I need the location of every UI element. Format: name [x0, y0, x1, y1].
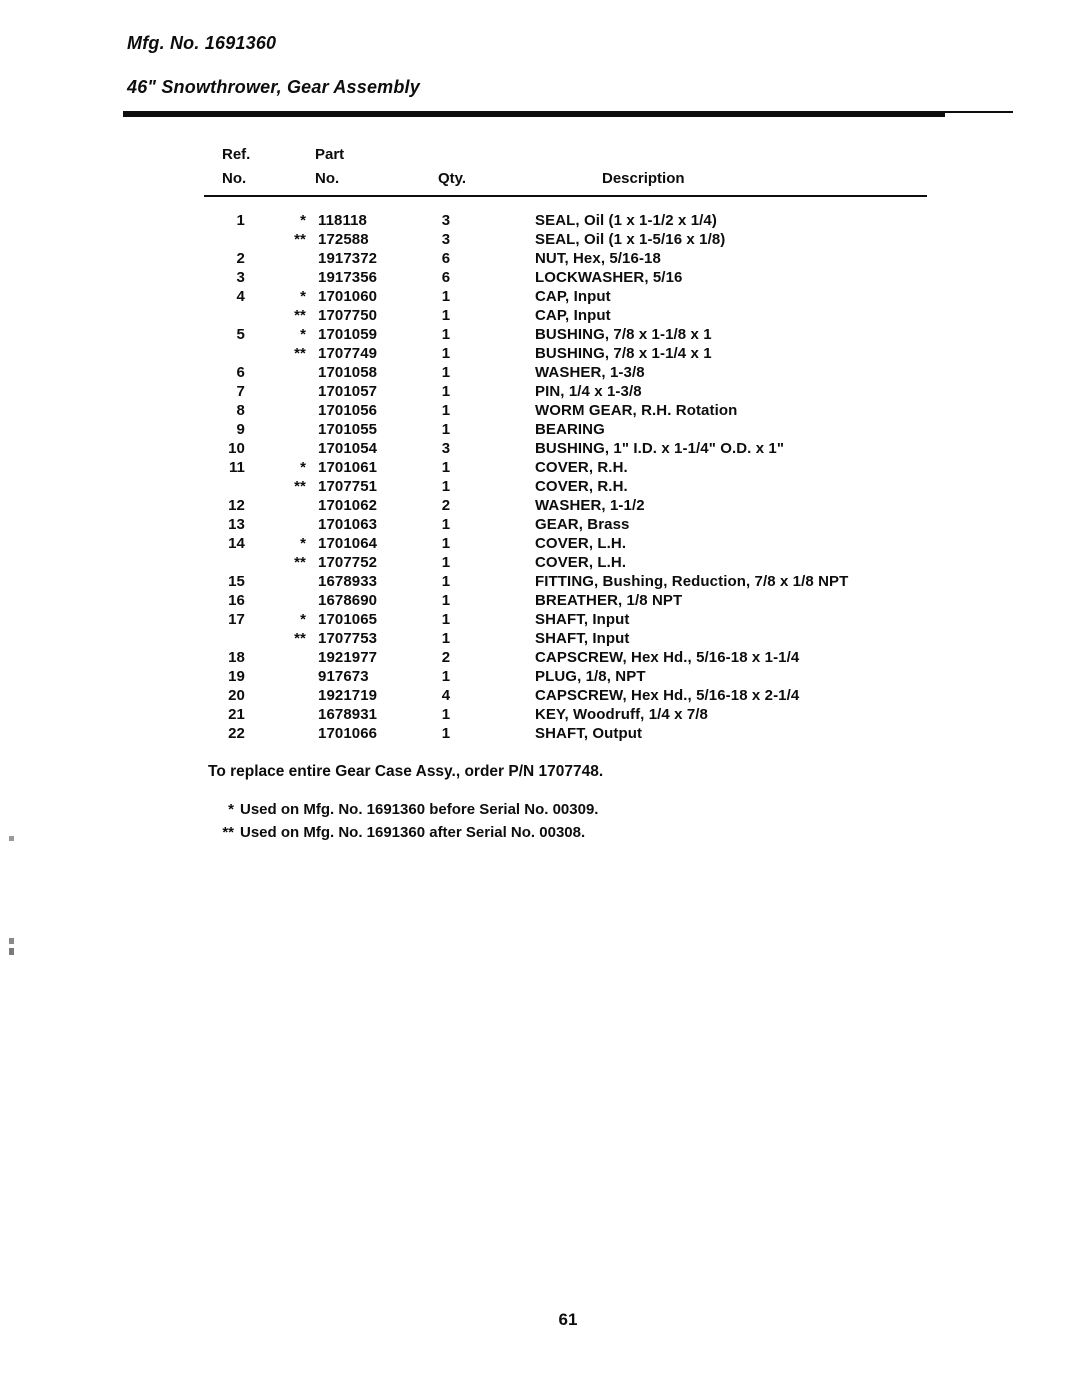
description-cell: COVER, R.H.: [535, 478, 628, 495]
ref-no-cell: 13: [228, 516, 245, 533]
description-cell: FITTING, Bushing, Reduction, 7/8 x 1/8 NPT: [535, 573, 849, 590]
qty-cell: 1: [441, 611, 451, 628]
qty-cell: 6: [441, 269, 451, 286]
part-no-cell: 1707752: [318, 554, 378, 571]
part-no-cell: 1701064: [318, 535, 378, 552]
footnote-marker-cell: *: [300, 288, 306, 305]
description-cell: BREATHER, 1/8 NPT: [535, 592, 683, 609]
footnote-marker-cell: [248, 591, 310, 610]
scan-artifact: [9, 948, 14, 955]
ref-no-cell: 19: [228, 668, 245, 685]
footnotes: [204, 798, 598, 844]
description-cell: BUSHING, 7/8 x 1-1/8 x 1: [535, 326, 712, 343]
description-cell: NUT, Hex, 5/16-18: [535, 250, 661, 267]
qty-cell: 1: [441, 592, 451, 609]
table-row: [204, 572, 944, 591]
description-cell: SEAL, Oil (1 x 1-5/16 x 1/8): [535, 231, 726, 248]
ref-no-cell: 17: [228, 611, 245, 628]
page-number: 61: [558, 1310, 578, 1329]
footnote-marker-cell: *: [300, 326, 306, 343]
table-row: [204, 249, 944, 268]
part-no-cell: 1678690: [318, 592, 378, 609]
ref-no-cell: 8: [236, 402, 245, 419]
table-row: [204, 667, 944, 686]
ref-no-cell: [204, 553, 248, 572]
ref-no-cell: 10: [228, 440, 245, 457]
qty-cell: 1: [441, 725, 451, 742]
table-row: [204, 268, 944, 287]
footnote-marker: **: [222, 824, 234, 841]
table-row: [204, 591, 944, 610]
footnote-marker-cell: [248, 705, 310, 724]
ref-no-cell: 14: [228, 535, 245, 552]
footnote-marker-cell: **: [294, 307, 306, 324]
qty-cell: 2: [441, 649, 451, 666]
ref-no-cell: 15: [228, 573, 245, 590]
part-no-cell: 1701056: [318, 402, 378, 419]
ref-no-cell: [204, 230, 248, 249]
table-row: [204, 629, 944, 648]
table-row: [204, 287, 944, 306]
qty-cell: 1: [441, 288, 451, 305]
table-row: [204, 344, 944, 363]
qty-cell: 1: [441, 573, 451, 590]
qty-cell: 1: [441, 383, 451, 400]
qty-cell: 1: [441, 554, 451, 571]
table-row: [204, 363, 944, 382]
footnote-marker-cell: [248, 439, 310, 458]
part-no-cell: 1701063: [318, 516, 378, 533]
table-row: [204, 382, 944, 401]
qty-cell: 4: [441, 687, 451, 704]
col-header-part-line1: Part: [315, 146, 345, 163]
description-cell: CAPSCREW, Hex Hd., 5/16-18 x 1-1/4: [535, 649, 800, 666]
part-no-cell: 1701059: [318, 326, 378, 343]
qty-cell: 1: [441, 402, 451, 419]
part-no-cell: 1701065: [318, 611, 378, 628]
description-cell: SHAFT, Input: [535, 630, 630, 647]
footnote-marker-cell: [248, 686, 310, 705]
table-row: [204, 306, 944, 325]
table-row: [204, 534, 944, 553]
ref-no-cell: 1: [236, 212, 245, 229]
part-no-cell: 1917372: [318, 250, 378, 267]
description-cell: WORM GEAR, R.H. Rotation: [535, 402, 738, 419]
replace-note: To replace entire Gear Case Assy., order P/N 1707748.: [208, 763, 604, 780]
ref-no-cell: 18: [228, 649, 245, 666]
mfg-number-heading: Mfg. No. 1691360: [127, 33, 277, 53]
part-no-cell: 1701060: [318, 288, 378, 305]
description-cell: SEAL, Oil (1 x 1-1/2 x 1/4): [535, 212, 717, 229]
description-cell: CAP, Input: [535, 307, 611, 324]
qty-cell: 1: [441, 364, 451, 381]
footnote-marker-cell: [248, 420, 310, 439]
description-cell: BUSHING, 1" I.D. x 1-1/4" O.D. x 1": [535, 440, 785, 457]
table-row: [204, 610, 944, 629]
description-cell: PIN, 1/4 x 1-3/8: [535, 383, 642, 400]
footnote-marker-cell: [248, 401, 310, 420]
parts-table: [204, 211, 944, 743]
qty-cell: 1: [441, 307, 451, 324]
description-cell: BUSHING, 7/8 x 1-1/4 x 1: [535, 345, 712, 362]
description-cell: SHAFT, Output: [535, 725, 643, 742]
part-no-cell: 1707749: [318, 345, 378, 362]
part-no-cell: 1701057: [318, 383, 378, 400]
footnote-text: Used on Mfg. No. 1691360 after Serial No. 00308.: [240, 824, 586, 841]
description-cell: COVER, R.H.: [535, 459, 628, 476]
col-header-part-line2: No.: [315, 170, 340, 187]
part-no-cell: 1701054: [318, 440, 378, 457]
ref-no-cell: 21: [228, 706, 245, 723]
description-cell: PLUG, 1/8, NPT: [535, 668, 646, 685]
footnote-marker-cell: *: [300, 212, 306, 229]
description-cell: WASHER, 1-1/2: [535, 497, 645, 514]
table-row: [204, 420, 944, 439]
table-row: [204, 211, 944, 230]
part-no-cell: 1921719: [318, 687, 378, 704]
table-row: [204, 496, 944, 515]
footnote-marker-cell: **: [294, 231, 306, 248]
ref-no-cell: 20: [228, 687, 245, 704]
description-cell: COVER, L.H.: [535, 535, 627, 552]
qty-cell: 1: [441, 326, 451, 343]
footnote-after: [204, 821, 598, 844]
description-cell: KEY, Woodruff, 1/4 x 7/8: [535, 706, 708, 723]
footnote-marker: *: [228, 801, 234, 818]
part-no-cell: 1701058: [318, 364, 378, 381]
part-no-cell: 118118: [318, 212, 367, 229]
table-row: [204, 515, 944, 534]
part-no-cell: 1917356: [318, 269, 378, 286]
header-rule: [123, 111, 945, 117]
ref-no-cell: [204, 629, 248, 648]
footnote-marker-cell: **: [294, 478, 306, 495]
qty-cell: 2: [441, 497, 451, 514]
footnote-marker-cell: [248, 724, 310, 743]
ref-no-cell: 4: [236, 288, 245, 305]
footnote-marker-cell: *: [300, 459, 306, 476]
footnote-marker-cell: **: [294, 630, 306, 647]
header-rule-extension: [945, 111, 1013, 113]
footnote-marker-cell: *: [300, 611, 306, 628]
table-row: [204, 325, 944, 344]
col-header-qty: Qty.: [438, 170, 467, 187]
part-no-cell: 1707751: [318, 478, 378, 495]
assembly-title: 46" Snowthrower, Gear Assembly: [127, 77, 420, 97]
ref-no-cell: 5: [236, 326, 245, 343]
table-row: [204, 553, 944, 572]
footnote-marker-cell: [248, 648, 310, 667]
ref-no-cell: 3: [236, 269, 245, 286]
ref-no-cell: 11: [228, 459, 245, 476]
qty-cell: 1: [441, 668, 451, 685]
description-cell: LOCKWASHER, 5/16: [535, 269, 683, 286]
footnote-marker-cell: [248, 249, 310, 268]
part-no-cell: 172588: [318, 231, 369, 248]
footnote-marker-cell: **: [294, 345, 306, 362]
ref-no-cell: 7: [236, 383, 245, 400]
qty-cell: 3: [441, 212, 451, 229]
qty-cell: 1: [441, 516, 451, 533]
part-no-cell: 1701055: [318, 421, 378, 438]
footnote-marker-cell: [248, 268, 310, 287]
part-no-cell: 1678931: [318, 706, 378, 723]
part-no-cell: 1921977: [318, 649, 378, 666]
ref-no-cell: 6: [236, 364, 245, 381]
footnote-marker-cell: [248, 667, 310, 686]
description-cell: WASHER, 1-3/8: [535, 364, 645, 381]
ref-no-cell: 12: [228, 497, 245, 514]
part-no-cell: 1701061: [318, 459, 378, 476]
qty-cell: 1: [441, 459, 451, 476]
table-row: [204, 230, 944, 249]
table-row: [204, 648, 944, 667]
ref-no-cell: [204, 477, 248, 496]
ref-no-cell: [204, 344, 248, 363]
part-no-cell: 1701062: [318, 497, 378, 514]
description-cell: SHAFT, Input: [535, 611, 630, 628]
part-no-cell: 1678933: [318, 573, 378, 590]
ref-no-cell: 16: [228, 592, 245, 609]
col-header-description: Description: [602, 170, 685, 187]
footnote-marker-cell: [248, 496, 310, 515]
description-cell: CAPSCREW, Hex Hd., 5/16-18 x 2-1/4: [535, 687, 800, 704]
part-no-cell: 917673: [318, 668, 369, 685]
qty-cell: 1: [441, 535, 451, 552]
table-row: [204, 401, 944, 420]
ref-no-cell: [204, 306, 248, 325]
description-cell: GEAR, Brass: [535, 516, 630, 533]
col-header-ref-line2: No.: [222, 170, 247, 187]
qty-cell: 3: [441, 440, 451, 457]
qty-cell: 1: [441, 478, 451, 495]
scan-artifact: [9, 836, 14, 841]
qty-cell: 1: [441, 421, 451, 438]
table-header-rule: [204, 195, 927, 197]
footnote-before: [204, 798, 598, 821]
description-cell: BEARING: [535, 421, 605, 438]
footnote-marker-cell: [248, 572, 310, 591]
footnote-marker-cell: [248, 382, 310, 401]
ref-no-cell: 2: [236, 250, 245, 267]
table-row: [204, 439, 944, 458]
part-no-cell: 1707753: [318, 630, 378, 647]
footnote-marker-cell: [248, 515, 310, 534]
ref-no-cell: 9: [236, 421, 245, 438]
table-row: [204, 458, 944, 477]
qty-cell: 1: [441, 630, 451, 647]
footnote-text: Used on Mfg. No. 1691360 before Serial No. 00309.: [240, 801, 599, 818]
table-row: [204, 477, 944, 496]
scan-artifact: [9, 938, 14, 944]
col-header-ref-line1: Ref.: [222, 146, 251, 163]
description-cell: COVER, L.H.: [535, 554, 627, 571]
footnote-marker-cell: **: [294, 554, 306, 571]
part-no-cell: 1707750: [318, 307, 378, 324]
ref-no-cell: 22: [228, 725, 245, 742]
table-row: [204, 724, 944, 743]
qty-cell: 3: [441, 231, 451, 248]
qty-cell: 1: [441, 706, 451, 723]
qty-cell: 6: [441, 250, 451, 267]
footnote-marker-cell: [248, 363, 310, 382]
footnote-marker-cell: *: [300, 535, 306, 552]
table-row: [204, 705, 944, 724]
qty-cell: 1: [441, 345, 451, 362]
table-row: [204, 686, 944, 705]
description-cell: CAP, Input: [535, 288, 611, 305]
part-no-cell: 1701066: [318, 725, 378, 742]
